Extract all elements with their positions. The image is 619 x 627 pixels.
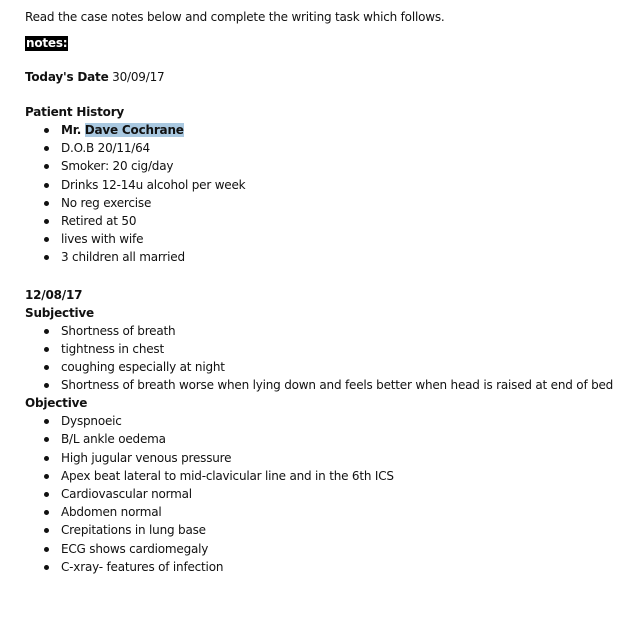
list-item (25, 248, 615, 266)
bullet-icon (44, 365, 49, 370)
notes-label-row (25, 34, 615, 52)
bullet-icon (44, 164, 49, 169)
case-notes-document (25, 8, 615, 576)
list-item-text: lives with wife (61, 232, 144, 247)
list-item-text: Shortness of breath (61, 323, 176, 338)
bullet-icon (44, 565, 49, 570)
list-item (25, 157, 615, 175)
objective-heading: Objective (25, 396, 88, 411)
list-item (25, 358, 615, 376)
list-item-text: No reg exercise (61, 195, 152, 210)
list-item-text: Apex beat lateral to mid-clavicular line and in the 6th ICS (61, 468, 394, 483)
list-item-text: D.O.B 20/11/64 (61, 141, 150, 156)
bullet-icon (44, 383, 49, 388)
list-item (25, 412, 615, 430)
bullet-icon (44, 419, 49, 424)
patient-history-heading: Patient History (25, 105, 125, 119)
bullet-icon (44, 547, 49, 552)
bullet-icon (44, 183, 49, 188)
list-item-text: C-xray- features of infection (61, 559, 224, 574)
list-item (25, 139, 615, 157)
bullet-icon (44, 437, 49, 442)
todays-date-label: Today's Date (25, 70, 109, 84)
list-item (25, 322, 615, 340)
list-item (25, 212, 615, 230)
bullet-icon (44, 255, 49, 260)
list-item-text: High jugular venous pressure (61, 450, 232, 465)
list-item-patient-name[interactable] (25, 121, 615, 139)
list-item-text: ECG shows cardiomegaly (61, 541, 209, 556)
bullet-icon (44, 146, 49, 151)
bullet-icon (44, 474, 49, 479)
list-item (25, 176, 615, 194)
list-item (25, 558, 615, 576)
list-item (25, 340, 615, 358)
bullet-icon (44, 492, 49, 497)
list-item (25, 449, 615, 467)
list-item-text: Drinks 12-14u alcohol per week (61, 177, 246, 192)
list-item (25, 485, 615, 503)
list-item-text: Retired at 50 (61, 213, 137, 228)
bullet-icon (44, 528, 49, 533)
list-item-text: Cardiovascular normal (61, 487, 192, 501)
bullet-icon (44, 201, 49, 206)
bullet-icon (44, 347, 49, 352)
bullet-icon (44, 237, 49, 242)
list-item-text: Shortness of breath worse when lying down and feels better when head is raised at end of bed (61, 378, 614, 393)
list-item (25, 430, 615, 448)
list-item (25, 521, 615, 539)
list-item-text: coughing especially at night (61, 359, 225, 374)
todays-date (25, 68, 615, 86)
list-item (25, 540, 615, 558)
bullet-icon (44, 329, 49, 334)
list-item (25, 376, 615, 394)
bullet-icon (44, 456, 49, 461)
list-item (25, 467, 615, 485)
notes-label: notes: (26, 36, 68, 50)
bullet-icon (44, 510, 49, 515)
list-item-text: B/L ankle oedema (61, 432, 166, 447)
list-item-text: Dyspnoeic (61, 414, 122, 429)
instruction-text: Read the case notes below and complete the writing task which follows. (25, 10, 445, 24)
list-item-text: Smoker: 20 cig/day (61, 159, 174, 174)
patient-history-list (25, 121, 615, 267)
list-item (25, 194, 615, 212)
patient-name-selected[interactable]: Dave Cochrane (84, 123, 184, 137)
name-prefix: Mr. (61, 123, 82, 137)
objective-list (25, 412, 615, 576)
subjective-list (25, 322, 615, 395)
bullet-icon (44, 128, 49, 133)
list-item-text: Abdomen normal (61, 505, 162, 520)
visit-date: 12/08/17 (25, 287, 83, 302)
list-item-text: tightness in chest (61, 341, 164, 356)
list-item (25, 230, 615, 248)
list-item (25, 503, 615, 521)
list-item-text: Crepitations in lung base (61, 523, 206, 538)
list-item-text: 3 children all married (61, 250, 185, 265)
bullet-icon (44, 219, 49, 224)
todays-date-value: 30/09/17 (112, 70, 165, 84)
subjective-heading: Subjective (25, 305, 94, 320)
